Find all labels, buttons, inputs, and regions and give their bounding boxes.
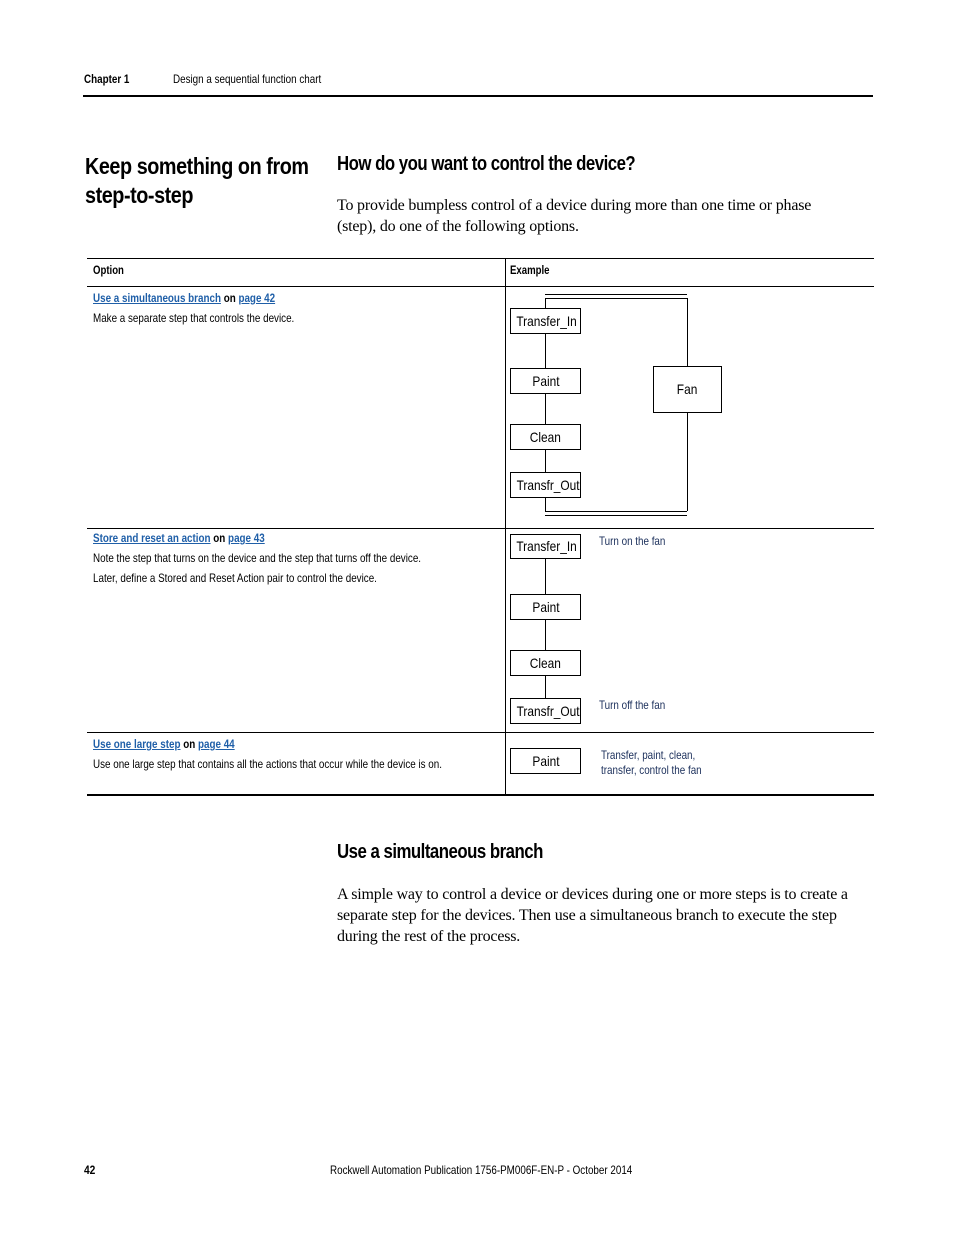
connector-line [545, 620, 546, 650]
connector-line [687, 412, 688, 511]
action-note-line2: transfer, control the fan [601, 763, 702, 777]
connector-line [545, 559, 546, 594]
page-link[interactable]: page 42 [238, 291, 276, 305]
action-note-off: Turn off the fan [599, 698, 666, 712]
table-rule [87, 794, 874, 796]
options-table [87, 258, 874, 795]
branch-line [545, 515, 687, 516]
option-description: Later, define a Stored and Reset Action pair to control the device. [93, 571, 377, 585]
option-link[interactable]: Use a simultaneous branch [93, 291, 221, 305]
option-link[interactable]: Use one large step [93, 737, 181, 751]
sfc-step: Clean [510, 424, 581, 450]
branch-line [545, 511, 687, 512]
table-row [93, 528, 493, 588]
side-heading [85, 152, 309, 210]
table-rule [87, 258, 874, 259]
side-heading-line2: step-to-step [85, 182, 194, 208]
sfc-step: Paint [510, 368, 581, 394]
running-header-title: Design a sequential function chart [173, 72, 322, 86]
connector-line [545, 298, 546, 308]
sfc-step: Transfer_In [510, 308, 581, 334]
connector-line [545, 498, 546, 511]
sfc-step: Transfr_Out [510, 698, 581, 724]
page-number: 42 [84, 1163, 96, 1177]
branch-line [545, 298, 687, 299]
connector-line [545, 450, 546, 472]
table-row [93, 288, 493, 328]
action-note-on: Turn on the fan [599, 534, 666, 548]
header-rule [83, 95, 873, 97]
table-rule [87, 732, 874, 733]
sfc-step: Transfr_Out [510, 472, 581, 498]
option-description: Use one large step that contains all the actions that occur while the device is on. [93, 757, 442, 771]
chapter-label: Chapter 1 [84, 72, 130, 86]
table-column-divider [505, 258, 506, 795]
sfc-step: Clean [510, 650, 581, 676]
table-rule [87, 286, 874, 287]
option-description: Note the step that turns on the device and the step that turns off the device. [93, 551, 422, 565]
side-heading-line1: Keep something on from [85, 153, 309, 179]
section-heading-control: How do you want to control the device? [337, 153, 636, 175]
section-heading-branch: Use a simultaneous branch [337, 841, 543, 863]
branch-line [545, 294, 687, 295]
page-link[interactable]: page 44 [197, 737, 235, 751]
connector-line [545, 676, 546, 698]
connector-line [687, 298, 688, 366]
action-note-line1: Transfer, paint, clean, [601, 748, 696, 762]
option-link[interactable]: Store and reset an action [93, 531, 211, 545]
on-text: on [210, 531, 229, 545]
sfc-step: Paint [510, 594, 581, 620]
section-body-control: To provide bumpless control of a device during more than one time or phase (step), do one of the following options. [337, 197, 812, 235]
connector-line [545, 334, 546, 368]
column-header-option: Option [93, 263, 124, 277]
column-header-example: Example [510, 263, 550, 277]
section-body-branch: A simple way to control a device or devices during one or more steps is to create a separate step for the devices. Then use a simultaneous branch to execute the step during the rest of the process. [337, 886, 848, 945]
sfc-step-fan: Fan [653, 366, 722, 413]
option-description: Make a separate step that controls the device. [93, 311, 295, 325]
page-link[interactable]: page 43 [228, 531, 265, 545]
sfc-step: Transfer_In [510, 534, 581, 559]
on-text: on [220, 291, 239, 305]
table-row [93, 734, 493, 774]
on-text: on [180, 737, 198, 751]
publication-info: Rockwell Automation Publication 1756-PM006F-EN-P - October 2014 [330, 1163, 633, 1177]
sfc-step: Paint [510, 748, 581, 774]
connector-line [545, 394, 546, 424]
